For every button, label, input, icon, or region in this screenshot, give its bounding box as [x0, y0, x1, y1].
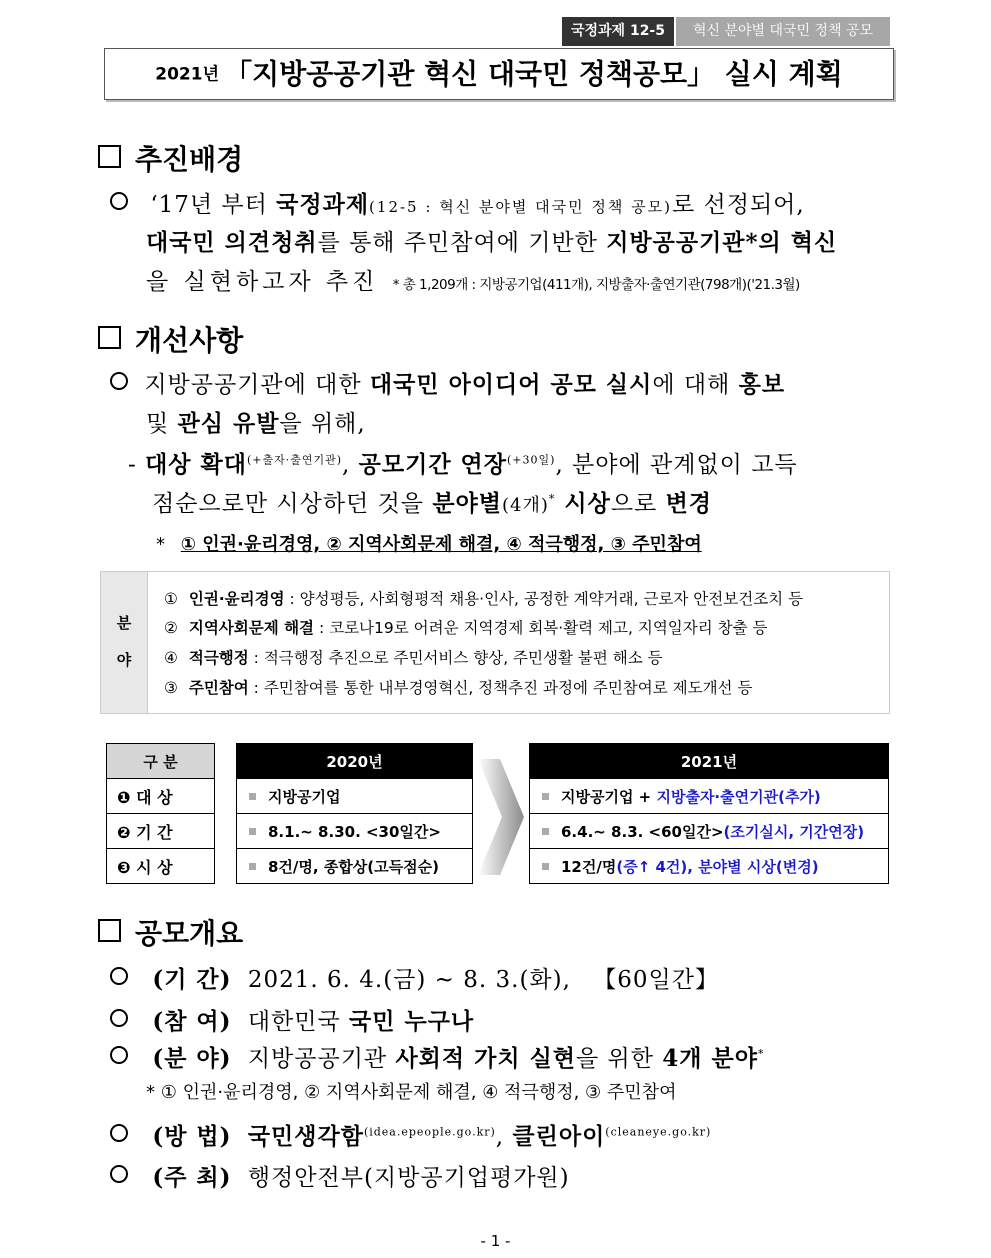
y2020-award: 8건/명, 종합상(고득점순): [237, 849, 473, 884]
task-number-tag: 국정과제 12-5: [562, 17, 674, 46]
overview-method: (방 법) 국민생각함$^{(idea.epeople.go.kr)}$, 클린아이$^{(cleaneye.go.kr)}$: [110, 1118, 711, 1151]
y2021-target: 지방공기업 + 지방출자·출연기관(추가): [530, 779, 889, 814]
circle-bullet-icon: [110, 967, 128, 985]
overview-fields: (분 야) 지방공공기관 사회적 가치 실현을 위한 4개 분야*: [110, 1040, 764, 1073]
y2020-period: 8.1.~ 8.30. <30일간>: [237, 814, 473, 849]
overview-fields-note: * ① 인권·윤리경영, ② 지역사회문제 해결, ④ 적극행정, ③ 주민참여: [146, 1082, 677, 1103]
background-footnote: * 총 1,209개 : 지방공기업(411개), 지방출자·출연기관(798개)('21.3월): [392, 277, 800, 293]
label-period: ❷ 기 간: [107, 814, 215, 849]
year-2020-header: 2020년: [237, 744, 473, 779]
improvements-dash-line-2: 점순으로만 시상하던 것을 분야별(4개)* 시상으로 변경: [152, 490, 713, 517]
title-year: 2021년: [155, 64, 219, 85]
circle-bullet-icon: [110, 1124, 128, 1142]
circle-bullet-icon: [110, 1165, 128, 1183]
task-topic-tag: 혁신 분야별 대국민 정책 공모: [676, 17, 890, 46]
improvements-field-note: * ① 인권·윤리경영, ② 지역사회문제 해결, ④ 적극행정, ③ 주민참여: [156, 534, 702, 555]
section-background-heading: 추진배경: [98, 138, 243, 178]
comparison-label-table: [106, 743, 215, 884]
comparison-2021-table: [529, 743, 889, 884]
y2020-target: 지방공기업: [237, 779, 473, 814]
label-award: ❸ 시 상: [107, 849, 215, 884]
document-title: [104, 48, 894, 100]
section-improvements-heading: 개선사항: [98, 319, 243, 359]
background-line-1: ‘17년 부터 국정과제(12-5 : 혁신 분야별 대국민 정책 공모)로 선정되어,: [110, 186, 805, 219]
overview-period: (기 간) 2021. 6. 4.(금) ~ 8. 3.(화), 【60일간】: [110, 961, 719, 994]
field-item-4: ③ 주민참여 : 주민참여를 통한 내부경영혁신, 정책추진 과정에 주민참여로 제도개선 등: [164, 679, 753, 697]
field-item-2: ② 지역사회문제 해결 : 코로나19로 어려운 지역경제 회복·활력 제고, 지역일자리 창출 등: [164, 619, 768, 637]
background-line-3: 을 실현하고자 추진 * 총 1,209개 : 지방공기업(411개), 지방출자·출연기관(798개)('21.3월): [146, 269, 800, 295]
field-item-1: ① 인권·윤리경영 : 양성평등, 사회형평적 채용·인사, 공정한 계약거래, 근로자 안전보건조치 등: [164, 590, 804, 608]
checkbox-square-icon: [98, 145, 121, 168]
right-arrow-icon: [476, 755, 526, 879]
label-header: 구 분: [107, 744, 215, 779]
background-line-2: 대국민 의견청취를 통해 주민참여에 기반한 지방공공기관*의 혁신: [146, 229, 838, 256]
comparison-2020-table: [236, 743, 473, 884]
improvements-line-1: 지방공공기관에 대한 대국민 아이디어 공모 실시에 대해 홍보: [110, 366, 785, 399]
circle-bullet-icon: [110, 372, 128, 390]
circle-bullet-icon: [110, 1009, 128, 1027]
overview-host: (주 최) 행정안전부(지방공기업평가원): [110, 1159, 570, 1192]
field-item-3: ④ 적극행정 : 적극행정 추진으로 주민서비스 향상, 주민생활 불편 해소 등: [164, 649, 663, 667]
circle-bullet-icon: [110, 1046, 128, 1064]
title-main: 「지방공공기관 혁신 대국민 정책공모」 실시 계획: [224, 57, 843, 91]
year-2021-header: 2021년: [530, 744, 889, 779]
page-number: - 1 -: [480, 1232, 511, 1250]
fields-box-header: 분 야: [100, 571, 148, 714]
checkbox-square-icon: [98, 326, 121, 349]
improvements-line-2: 및 관심 유발을 위해,: [146, 410, 366, 437]
improvements-dash-line-1: - 대상 확대$^{(+출자\cdot 출연기관)}$, 공모기간 연장$^{(+30일)}$, 분야에 관계없이 고득: [128, 451, 798, 478]
y2021-period: 6.4.~ 8.3. <60일간>(조기실시, 기간연장): [530, 814, 889, 849]
circle-bullet-icon: [110, 192, 128, 210]
label-target: ❶ 대 상: [107, 779, 215, 814]
checkbox-square-icon: [98, 919, 121, 942]
y2021-award: 12건/명(증↑ 4건), 분야별 시상(변경): [530, 849, 889, 884]
overview-participants: (참 여) 대한민국 국민 누구나: [110, 1003, 474, 1036]
section-overview-heading: 공모개요: [98, 912, 243, 952]
